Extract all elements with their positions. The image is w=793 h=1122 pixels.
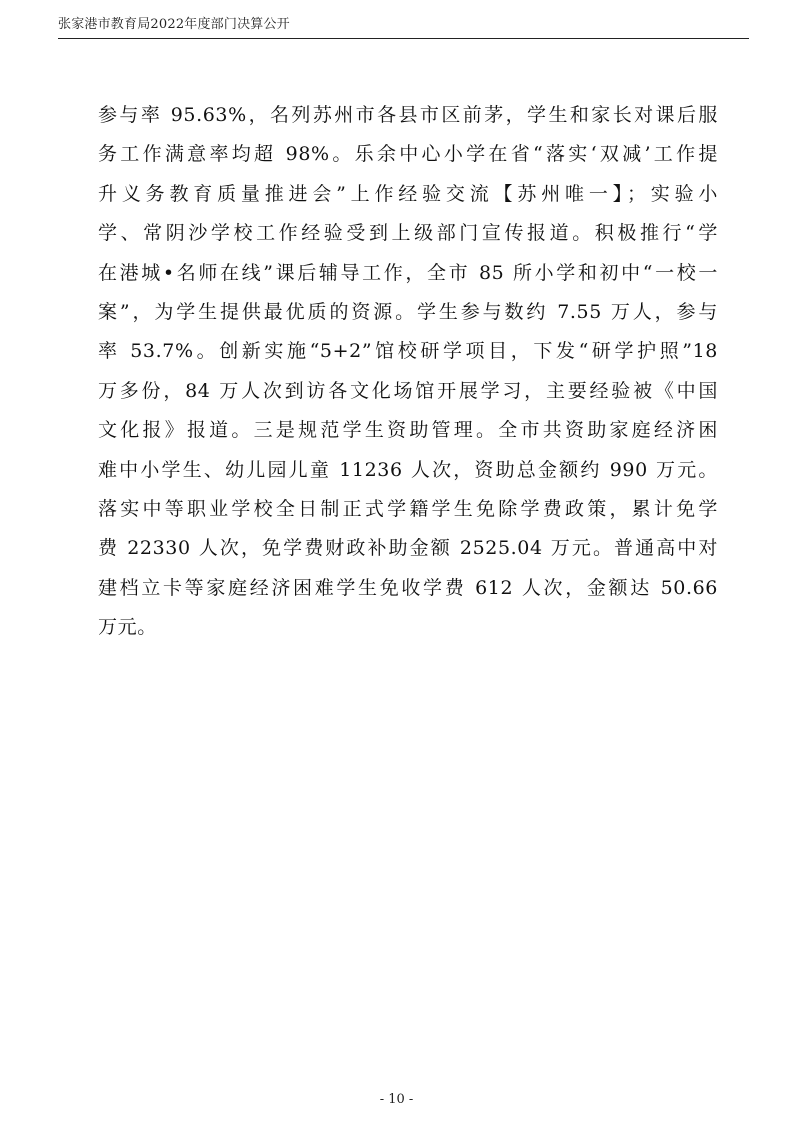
body-line: 万多份，84 万人次到访各文化场馆开展学习，主要经验被《中国 <box>98 379 718 402</box>
document-body <box>98 96 718 647</box>
body-line: 率 53.7%。创新实施“5+2”馆校研学项目，下发“研学护照”18 <box>98 340 718 363</box>
body-line: 落实中等职业学校全日制正式学籍学生免除学费政策，累计免学 <box>98 497 718 520</box>
body-line: 升义务教育质量推进会”上作经验交流【苏州唯一】；实验小 <box>98 182 718 205</box>
body-line: 务工作满意率均超 98%。乐余中心小学在省“落实‘双减’工作提 <box>98 143 718 166</box>
page-footer <box>0 1092 793 1108</box>
body-line: 文化报》报道。三是规范学生资助管理。全市共资助家庭经济困 <box>98 419 718 442</box>
page-number: - 10 - <box>379 1092 414 1107</box>
header-title: 张家港市教育局2022年度部门决算公开 <box>58 17 290 32</box>
body-line: 建档立卡等家庭经济困难学生免收学费 612 人次，金额达 50.66 <box>98 576 718 599</box>
body-line: 难中小学生、幼儿园儿童 11236 人次，资助总金额约 990 万元。 <box>98 458 718 481</box>
body-line: 在港城•名师在线”课后辅导工作，全市 85 所小学和初中“一校一 <box>98 261 718 284</box>
body-line: 万元。 <box>98 616 157 639</box>
page-header <box>58 14 749 39</box>
body-line: 费 22330 人次，免学费财政补助金额 2525.04 万元。普通高中对 <box>98 537 718 560</box>
body-line: 学、常阴沙学校工作经验受到上级部门宣传报道。积极推行“学 <box>98 222 718 245</box>
body-line: 参与率 95.63%，名列苏州市各县市区前茅，学生和家长对课后服 <box>98 104 718 126</box>
body-line: 案”，为学生提供最优质的资源。学生参与数约 7.55 万人，参与 <box>98 300 718 323</box>
